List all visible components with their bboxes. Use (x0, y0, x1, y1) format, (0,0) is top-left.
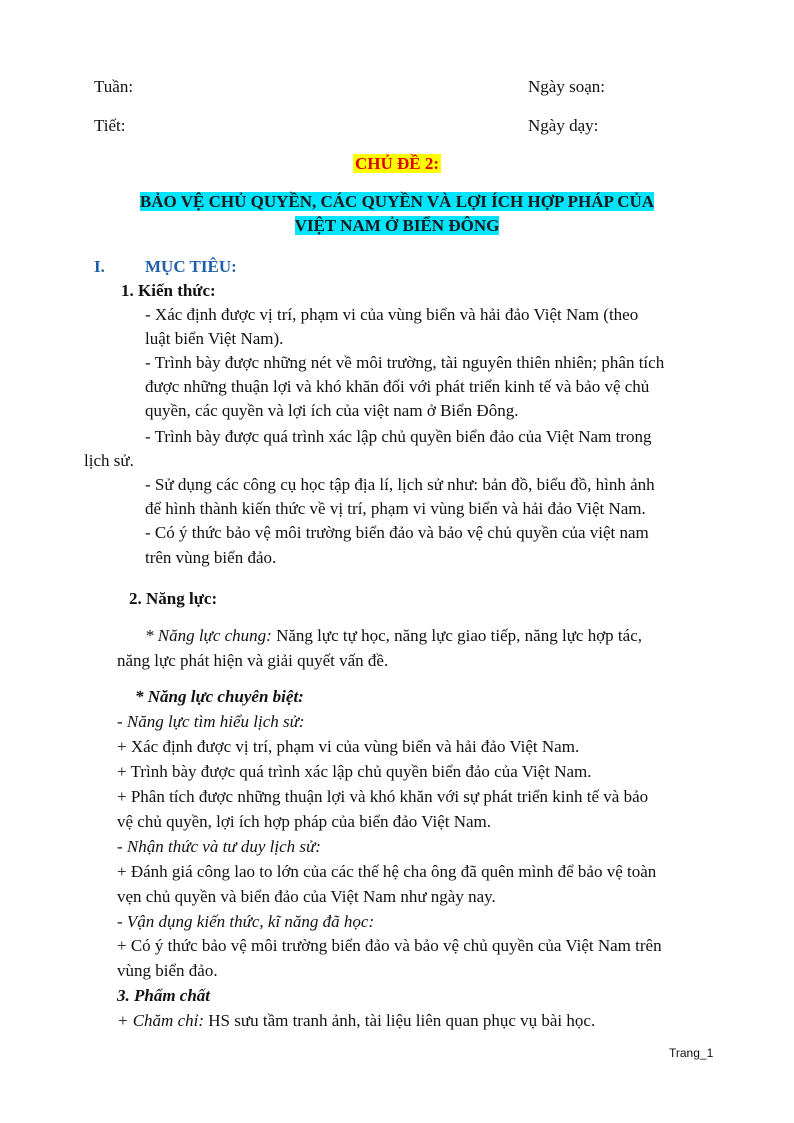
topic-title-line2-wrap (0, 215, 794, 237)
history-line: + Xác định được vị trí, phạm vi của vùng biển và hải đảo Việt Nam. (117, 737, 580, 756)
history-line: vệ chủ quyền, lợi ích hợp pháp của biển đảo Việt Nam. (117, 812, 492, 831)
knowledge-line: - Có ý thức bảo vệ môi trường biển đảo và bảo vệ chủ quyền của việt nam (145, 523, 649, 542)
thinking-line: + Đánh giá công lao to lớn của các thế hệ cha ông đã quên mình để bảo vệ toàn (117, 862, 657, 881)
topic-title-line1: BẢO VỆ CHỦ QUYỀN, CÁC QUYỀN VÀ LỢI ÍCH HỢP PHÁP CỦA (139, 192, 655, 211)
history-line: + Phân tích được những thuận lợi và khó khăn với sự phát triển kinh tế và bảo (117, 787, 649, 806)
week-label: Tuần: (94, 77, 134, 96)
thinking-line: vẹn chủ quyền và biển đảo của Việt Nam như ngày nay. (117, 887, 496, 906)
knowledge-line: - Trình bày được quá trình xác lập chủ quyền biển đảo của Việt Nam trong (145, 427, 652, 446)
topic-label: CHỦ ĐỀ 2: (354, 154, 440, 173)
general-competence (145, 625, 642, 647)
general-competence-label: * Năng lực chung: (145, 626, 272, 645)
thinking-label: - Nhận thức và tư duy lịch sử: (117, 837, 321, 856)
knowledge-line: quyền, các quyền và lợi ích của việt nam ở Biển Đông. (145, 401, 519, 420)
apply-label: - Vận dụng kiến thức, kĩ năng đã học: (117, 912, 375, 931)
general-competence-cont: năng lực phát hiện và giải quyết vấn đề. (117, 651, 389, 670)
history-competence-label: - Năng lực tìm hiểu lịch sử: (117, 712, 305, 731)
page-number: Trang_1 (669, 1046, 714, 1060)
knowledge-line: luật biển Việt Nam). (145, 329, 284, 348)
knowledge-line: được những thuận lợi và khó khăn đối với phát triển kinh tế và bảo vệ chủ (145, 377, 650, 396)
section-number: I. (94, 257, 105, 276)
diligence-line (117, 1010, 595, 1032)
knowledge-heading: 1. Kiến thức: (121, 281, 216, 300)
knowledge-line: - Trình bày được những nét về môi trường, tài nguyên thiên nhiên; phân tích (145, 353, 665, 372)
topic-title-line1-wrap (0, 191, 794, 213)
knowledge-line: - Xác định được vị trí, phạm vi của vùng biển và hải đảo Việt Nam (theo (145, 305, 639, 324)
history-line: + Trình bày được quá trình xác lập chủ quyền biển đảo của Việt Nam. (117, 762, 592, 781)
knowledge-line: để hình thành kiến thức về vị trí, phạm vi vùng biển và hải đảo Việt Nam. (145, 499, 646, 518)
topic-label-wrap (0, 153, 794, 175)
competence-heading: 2. Năng lực: (129, 589, 218, 608)
general-competence-text: Năng lực tự học, năng lực giao tiếp, năng lực hợp tác, (271, 626, 643, 645)
apply-line: vùng biển đảo. (117, 961, 218, 980)
apply-line: + Có ý thức bảo vệ môi trường biển đảo và bảo vệ chủ quyền của Việt Nam trên (117, 936, 662, 955)
prep-date-label: Ngày soạn: (528, 77, 605, 96)
diligence-label: + Chăm chỉ: (117, 1011, 205, 1030)
topic-title-line2: VIỆT NAM Ở BIỂN ĐÔNG (294, 216, 500, 235)
specific-competence-heading: * Năng lực chuyên biệt: (135, 687, 304, 706)
quality-heading: 3. Phẩm chất (117, 986, 211, 1005)
knowledge-line: - Sử dụng các công cụ học tập địa lí, lịch sử như: bản đồ, biểu đồ, hình ảnh (145, 475, 655, 494)
section-heading: MỤC TIÊU: (145, 257, 237, 276)
diligence-text: HS sưu tầm tranh ảnh, tài liệu liên quan phục vụ bài học. (204, 1011, 596, 1030)
knowledge-line: lịch sử. (84, 451, 134, 470)
knowledge-line: trên vùng biển đảo. (145, 548, 277, 567)
teach-date-label: Ngày dạy: (528, 116, 599, 135)
period-label: Tiết: (94, 116, 126, 135)
